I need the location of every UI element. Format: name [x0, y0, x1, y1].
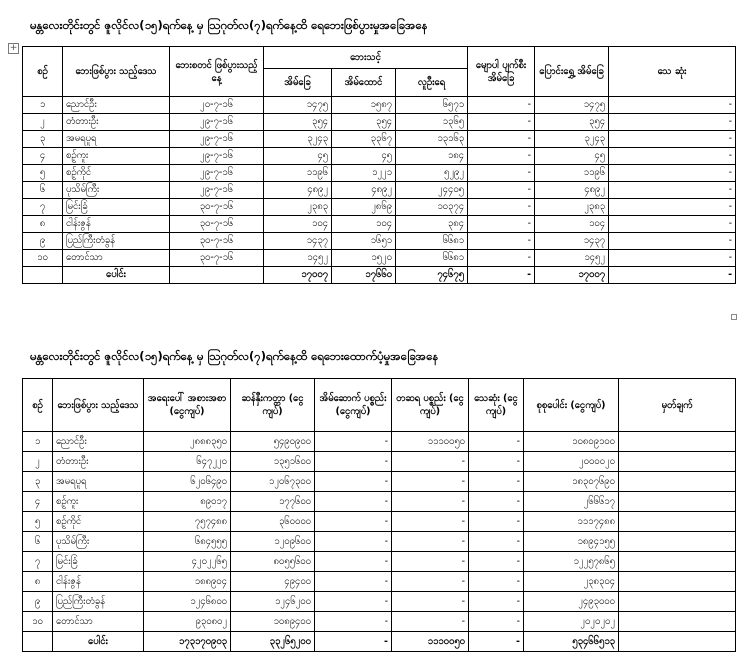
- table-resize-handle[interactable]: [731, 314, 737, 320]
- table-row: [23, 114, 736, 131]
- table-row: [23, 432, 736, 452]
- table-cell: -: [469, 552, 524, 572]
- table-cell: ၂၄၉၃၀၀၀: [524, 592, 619, 612]
- table-cell: -: [468, 199, 535, 216]
- table-cell: -: [315, 552, 392, 572]
- header-place: ဘေးဖြစ်ပွား သည့်ဒေသ: [53, 379, 144, 432]
- table-row: [23, 97, 736, 114]
- table-cell: ၄၈၉၂: [332, 182, 396, 199]
- table-cell: ၁၁၉၆: [535, 165, 609, 182]
- table-cell: ၃၂၄၃: [535, 131, 609, 148]
- table-cell: ၃၃၆၇: [332, 131, 396, 148]
- table-cell: ၁၀၃၇၄: [396, 199, 468, 216]
- table-cell: [619, 492, 736, 512]
- table-cell: ၁၈၈၉၀၄: [144, 572, 231, 592]
- table-cell: ၅: [23, 165, 63, 182]
- table-cell: ၇: [23, 199, 63, 216]
- table-row: [23, 216, 736, 233]
- table-move-handle-icon[interactable]: +: [9, 43, 18, 53]
- table-row: [23, 612, 736, 632]
- table-row: [23, 165, 736, 182]
- table-cell: ၂၆၆၆၁၇: [524, 492, 619, 512]
- table-cell: -: [609, 165, 736, 182]
- table-row: [23, 552, 736, 572]
- table-cell: ၃၂၄၃: [264, 131, 332, 148]
- total-cell: ၅၃၄၆၆၅၁၃: [524, 632, 619, 652]
- table-cell: မြင်းခြံ: [53, 552, 144, 572]
- table-cell: ၂၃၈၃၀၄: [524, 572, 619, 592]
- table-cell: ၁၇၇၆၀၀: [231, 492, 315, 512]
- header-no: စဥ်: [23, 47, 63, 97]
- table-cell: ၆: [23, 532, 53, 552]
- table-cell: ၁၂၄၆၈၀၀: [144, 592, 231, 612]
- table-cell: ၁၀၈၀၉၁၀၀: [524, 432, 619, 452]
- header-medical-materials: တဆရ ပစ္စည်း (ငွေကျပ်): [392, 379, 469, 432]
- total-cell: ၇၄၆၇၅: [396, 267, 468, 284]
- table-cell: ၈၉၀၁၇: [144, 492, 231, 512]
- table-cell: ၂၄၄၀၅: [396, 182, 468, 199]
- table-cell: -: [315, 532, 392, 552]
- table-cell: ၈: [23, 216, 63, 233]
- table-cell: တံတားဦး: [63, 114, 170, 131]
- table-cell: [619, 612, 736, 632]
- table-cell: -: [469, 472, 524, 492]
- table-cell: ၉: [23, 233, 63, 250]
- table-row: [23, 592, 736, 612]
- table-cell: ၁၄၅၂: [264, 250, 332, 267]
- table-cell: ၂၀၀၀၀၂၀: [524, 452, 619, 472]
- table-cell: -: [468, 233, 535, 250]
- header-emergency-food: အရေးပေါ် အစားအစာ (ငွေကျပ်): [144, 379, 231, 432]
- total-cell: [23, 632, 53, 652]
- table-cell: -: [392, 492, 469, 512]
- table-row: [23, 572, 736, 592]
- total-cell: ၁၇၀၀၇: [264, 267, 332, 284]
- table-cell: စဥ့်ကူး: [63, 148, 170, 165]
- table-cell: -: [392, 452, 469, 472]
- table-cell: ၁၈၄: [396, 148, 468, 165]
- table-cell: [619, 552, 736, 572]
- table-cell: ပြည်ကြီးတံခွန်: [53, 592, 144, 612]
- table-cell: -: [315, 492, 392, 512]
- table-cell: ၁၁၉၆: [264, 165, 332, 182]
- table-cell: -: [469, 592, 524, 612]
- flood-incidents-table: [22, 46, 736, 284]
- table-cell: ပြည်ကြီးတံခွန်: [63, 233, 170, 250]
- table-cell: -: [315, 592, 392, 612]
- table-cell: -: [468, 148, 535, 165]
- table-cell: ၁၄၇၅: [535, 97, 609, 114]
- table-cell: ငါန်းဇွန်: [63, 216, 170, 233]
- table-cell: -: [468, 216, 535, 233]
- table-cell: -: [609, 250, 736, 267]
- table-cell: -: [315, 432, 392, 452]
- flood-relief-table: [22, 378, 736, 652]
- table-cell: ၁၀၄: [264, 216, 332, 233]
- total-cell: ပေါင်း: [63, 267, 170, 284]
- table-cell: ၆၆၈၁: [396, 233, 468, 250]
- table-cell: စဥ့်ကူး: [53, 492, 144, 512]
- table-cell: ၁၄၇၅: [264, 97, 332, 114]
- header-place: ဘေးဖြစ်ပွား သည့်ဒေသ: [63, 47, 170, 97]
- table-cell: -: [468, 114, 535, 131]
- header-no: စဥ်: [23, 379, 53, 432]
- header-housing-materials: အိမ်ဆောက် ပစ္စည်း (ငွေကျပ်): [315, 379, 392, 432]
- total-cell: ၃၃၂၆၅၂၀၀: [231, 632, 315, 652]
- table-cell: ၁၀၄: [535, 216, 609, 233]
- table-cell: -: [609, 199, 736, 216]
- table-cell: ၅၄၉၀၉၀၀: [231, 432, 315, 452]
- table-cell: ၁၃၆၅: [396, 114, 468, 131]
- table-row: [23, 472, 736, 492]
- total-cell: ၁၇၃၁၇၀၉၀၃: [144, 632, 231, 652]
- table-cell: တောင်သာ: [63, 250, 170, 267]
- table-cell: ၈၀၅၅၆၀၀: [231, 552, 315, 572]
- header-relocated: ပြောင်းရွှေ့ အိမ်ခြေ: [535, 47, 609, 97]
- table-cell: ၆၅၇၁: [396, 97, 468, 114]
- table-cell: [619, 472, 736, 492]
- total-cell: -: [315, 632, 392, 652]
- total-cell: ၁၇၀၀၇: [535, 267, 609, 284]
- total-cell: [619, 632, 736, 652]
- table-cell: ၂: [23, 452, 53, 472]
- header-families: အိမ်ထောင်: [332, 69, 396, 97]
- header-cash-support: ဆန်နှီးကတ္တာ (ငွေကျပ်): [231, 379, 315, 432]
- table-cell: ၃: [23, 472, 53, 492]
- table-cell: -: [392, 572, 469, 592]
- table-cell: ၁၄၃၇: [264, 233, 332, 250]
- table-cell: ၁၀: [23, 250, 63, 267]
- table-cell: -: [468, 131, 535, 148]
- table-cell: အမရပူရ: [63, 131, 170, 148]
- table-cell: -: [392, 552, 469, 572]
- table-cell: -: [609, 182, 736, 199]
- table-row: [23, 512, 736, 532]
- total-row: [23, 267, 736, 284]
- table-cell: [619, 532, 736, 552]
- table-cell: ၂၉-၇-၁၆: [170, 165, 264, 182]
- table-cell: [619, 572, 736, 592]
- table-cell: တံတားဦး: [53, 452, 144, 472]
- table-cell: -: [609, 148, 736, 165]
- table-row: [23, 199, 736, 216]
- table-cell: ၁၀၄: [332, 216, 396, 233]
- table-cell: ၃၈၄: [396, 216, 468, 233]
- total-cell: [23, 267, 63, 284]
- header-sum: စုစုပေါင်း (ငွေကျပ်): [524, 379, 619, 432]
- table-cell: ၃၅၄: [535, 114, 609, 131]
- table-cell: ၁: [23, 432, 53, 452]
- table-cell: ၃၀-၇-၁၆: [170, 233, 264, 250]
- table-cell: ၇: [23, 552, 53, 572]
- table-cell: ၄၉၄၀၀: [231, 572, 315, 592]
- table-cell: -: [469, 572, 524, 592]
- table-row: [23, 233, 736, 250]
- table-cell: ၁၅၂၀: [332, 250, 396, 267]
- total-cell: [170, 267, 264, 284]
- table-cell: -: [469, 432, 524, 452]
- table-cell: ပုသိမ်ကြီး: [53, 532, 144, 552]
- table-row: [23, 492, 736, 512]
- table-cell: ၉၃၀၈၀၂: [144, 612, 231, 632]
- table-cell: ညောင်ဦး: [63, 97, 170, 114]
- table-row: [23, 148, 736, 165]
- table-cell: ၄၈၉၂: [264, 182, 332, 199]
- table-cell: [619, 452, 736, 472]
- table-cell: ၁၅၈၇: [332, 97, 396, 114]
- table-cell: -: [609, 114, 736, 131]
- table-cell: ၁၂၄၆၂၀၀: [231, 592, 315, 612]
- total-cell: -: [468, 267, 535, 284]
- table-cell: [619, 512, 736, 532]
- table-cell: စဥ့်ကိုင်: [63, 165, 170, 182]
- table-cell: ၁၀၈၉၄၀၀: [231, 612, 315, 632]
- table-cell: ၂၀၂၀၂၀၂: [524, 612, 619, 632]
- table-cell: ၁၃၁၆၃: [396, 131, 468, 148]
- table-cell: ၂၉-၇-၁၆: [170, 114, 264, 131]
- header-date: ဘေးစတင် ဖြစ်ပွားသည့်နေ့: [170, 47, 264, 97]
- table-cell: ၃: [23, 131, 63, 148]
- table-cell: ၁၁၁၇၄၈၈: [524, 512, 619, 532]
- total-row: [23, 632, 736, 652]
- header-people: လူဦးရေ: [396, 69, 468, 97]
- table-cell: -: [609, 233, 736, 250]
- total-cell: ၁၁၁၀၀၅၀: [392, 632, 469, 652]
- table-cell: ၆၄၇၂၂၀: [144, 452, 231, 472]
- table-cell: ၃၀-၇-၁၆: [170, 216, 264, 233]
- table-cell: -: [392, 512, 469, 532]
- table-cell: ၂၉-၇-၁၆: [170, 182, 264, 199]
- table-cell: ၄: [23, 492, 53, 512]
- table-cell: ၉: [23, 592, 53, 612]
- table-cell: ၆၈၄၅၅၅: [144, 532, 231, 552]
- table-cell: ၇၅၇၄၈၈: [144, 512, 231, 532]
- table-cell: -: [315, 572, 392, 592]
- table-cell: ၈: [23, 572, 53, 592]
- table-cell: -: [468, 165, 535, 182]
- table-cell: ၂၉-၇-၁၆: [170, 148, 264, 165]
- table-cell: -: [469, 612, 524, 632]
- table-cell: ၂၈၈၈၃၅၀: [144, 432, 231, 452]
- header-destroyed: မျောပါ ပျက်စီး အိမ်ခြေ: [468, 47, 535, 97]
- table-row: [23, 452, 736, 472]
- table-cell: ၃၀-၇-၁၆: [170, 199, 264, 216]
- table-cell: ၁၈၃၀၇၆၉၀: [524, 472, 619, 492]
- table-cell: ၆: [23, 182, 63, 199]
- total-cell: ပေါင်း: [53, 632, 144, 652]
- table-cell: ငါန်းဇွန်: [53, 572, 144, 592]
- table-cell: -: [469, 512, 524, 532]
- table-cell: -: [315, 452, 392, 472]
- table-cell: ၂၈၆၉: [332, 199, 396, 216]
- table-cell: တောင်သာ: [53, 612, 144, 632]
- table-cell: [619, 592, 736, 612]
- table-cell: -: [468, 250, 535, 267]
- table-cell: ၁၂၀၆၇၃၀၀: [231, 472, 315, 492]
- table-row: [23, 182, 736, 199]
- table-cell: ၁၀: [23, 612, 53, 632]
- table-cell: ၅၂၉၂: [396, 165, 468, 182]
- total-cell: -: [469, 632, 524, 652]
- table-cell: ၆၂၀၆၄၉၀: [144, 472, 231, 492]
- table-cell: -: [468, 97, 535, 114]
- table-cell: -: [315, 512, 392, 532]
- table-cell: -: [392, 532, 469, 552]
- table-cell: ၁၆၅၁: [332, 233, 396, 250]
- table-cell: -: [469, 492, 524, 512]
- table-cell: ၁၂၂၁: [332, 165, 396, 182]
- table-cell: ၄၅: [535, 148, 609, 165]
- table-cell: ၂: [23, 114, 63, 131]
- table-cell: -: [468, 182, 535, 199]
- table-cell: ၁၄၃၇: [535, 233, 609, 250]
- table-cell: ၄၂၀၂၂၆၅: [144, 552, 231, 572]
- table-cell: -: [315, 612, 392, 632]
- table-cell: မြင်းခြံ: [63, 199, 170, 216]
- table-cell: -: [469, 452, 524, 472]
- table-cell: ၁၁၁၀၀၅၀: [392, 432, 469, 452]
- header-remarks: မှတ်ချက်: [619, 379, 736, 432]
- table-row: [23, 250, 736, 267]
- table-cell: ၄၅: [264, 148, 332, 165]
- table-cell: ၃၆၀၀၀၀: [231, 512, 315, 532]
- table-cell: -: [609, 216, 736, 233]
- table-cell: ၆၆၈၁: [396, 250, 468, 267]
- table-cell: ၂၀-၇-၁၆: [170, 97, 264, 114]
- table-cell: အမရပူရ: [53, 472, 144, 492]
- table-cell: -: [315, 472, 392, 492]
- table-cell: -: [392, 472, 469, 492]
- table-cell: -: [392, 592, 469, 612]
- table-cell: ပုသိမ်ကြီး: [63, 182, 170, 199]
- table-cell: -: [469, 532, 524, 552]
- table-cell: ၁၈၉၄၁၅၅: [524, 532, 619, 552]
- table-cell: ၃၅၄: [332, 114, 396, 131]
- table-cell: ၃၅၄: [264, 114, 332, 131]
- table-cell: [619, 432, 736, 452]
- table-cell: ၄၈၉၂: [535, 182, 609, 199]
- table-cell: ၁၃၅၁၆၀၀: [231, 452, 315, 472]
- table-cell: စဥ့်ကိုင်: [53, 512, 144, 532]
- header-funeral: သေဆုံး (ငွေကျပ်): [469, 379, 524, 432]
- table-cell: -: [609, 97, 736, 114]
- header-deaths: သေ ဆုံး: [609, 47, 736, 97]
- table-cell: ၁၄၅၂: [535, 250, 609, 267]
- table2-title: မန္တလေးတိုင်းတွင် ဇူလိုင်လ(၁၅)ရက်နေ့ မှ ဩဂုတ်လ(၇)ရက်နေ့ထိ ရေဘေးထောက်ပံ့မှုအခြေအနေ: [30, 349, 439, 363]
- table1-title: မန္တလေးတိုင်းတွင် ဇူလိုင်လ(၁၅)ရက်နေ့ မှ ဩဂုတ်လ(၇)ရက်နေ့ထိ ရေဘေးဖြစ်ပွားမှုအခြေအနေ: [30, 18, 428, 32]
- table-cell: ၁၂၀၉၆၀၀: [231, 532, 315, 552]
- table-cell: ၄၅: [332, 148, 396, 165]
- header-affected-group: ဘေးသင့်: [264, 47, 468, 69]
- total-cell: -: [609, 267, 736, 284]
- table-cell: ၅: [23, 512, 53, 532]
- table-row: [23, 532, 736, 552]
- table-cell: ၂၃၈၃: [264, 199, 332, 216]
- total-cell: ၁၇၆၆၀: [332, 267, 396, 284]
- table-cell: ၁၂၂၅၇၈၆၅: [524, 552, 619, 572]
- table-cell: ၄: [23, 148, 63, 165]
- table-cell: -: [392, 612, 469, 632]
- table-cell: -: [609, 131, 736, 148]
- table-cell: ၃၀-၇-၁၆: [170, 250, 264, 267]
- table-cell: ၂၉-၇-၁၆: [170, 131, 264, 148]
- table-cell: ညောင်ဦး: [53, 432, 144, 452]
- table-cell: ၂၃၈၃: [535, 199, 609, 216]
- table-row: [23, 131, 736, 148]
- table-cell: ၁: [23, 97, 63, 114]
- header-households: အိမ်ခြေ: [264, 69, 332, 97]
